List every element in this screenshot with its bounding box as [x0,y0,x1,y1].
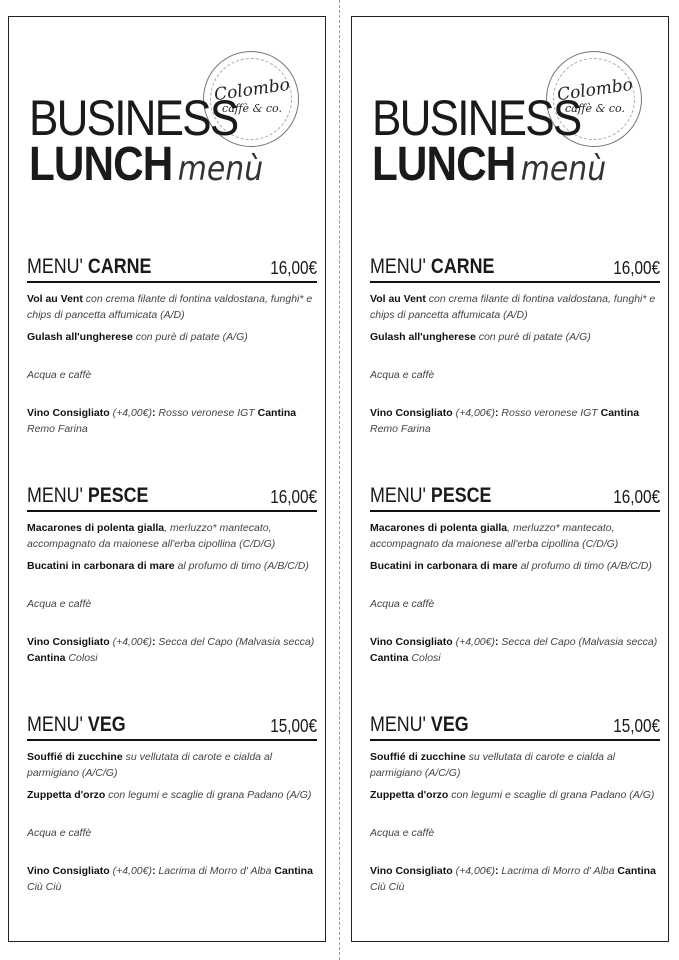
wine-name: Secca del Capo (Malvasia secca) [501,636,658,648]
section-title [370,255,494,279]
section-name: PESCE [87,484,149,507]
cantina-label: Cantina [257,407,297,419]
dish-name: Bucatini in carbonara di mare [370,560,518,572]
wine-colon: : [494,407,499,419]
dish-name: Macarones di polenta gialla [370,522,508,534]
dish-item [27,520,317,552]
section-price: 16,00€ [613,258,660,278]
dish-name: Bucatini in carbonara di mare [27,560,175,572]
section-body [370,749,660,895]
wine-colon: : [151,407,156,419]
dish-name: Souffié di zucchine [370,751,466,763]
section-header [27,484,317,512]
dish-description: con purè di patate (A/G) [478,331,591,343]
cantina-name: Colosi [411,652,441,664]
cantina-label: Cantina [617,865,656,877]
wine-name: Rosso veronese IGT [501,407,598,419]
wine-suggestion [370,634,660,666]
section-price: 15,00€ [270,716,317,736]
dish-name: Macarones di polenta gialla [27,522,165,534]
section-name: CARNE [87,255,152,278]
dish-item [370,329,660,345]
title-lunch-menu [29,138,264,191]
menu-card-right [351,16,669,942]
title-lunch-menu [372,138,607,191]
section-prefix: MENU' [370,713,426,736]
cantina-name: Remo Farina [370,423,431,435]
cantina-name: Colosi [68,652,98,664]
dish-item [370,787,660,803]
wine-label: Vino Consigliato [370,407,453,419]
dish-item [370,520,660,552]
dish-name: Zuppetta d'orzo [27,789,106,801]
cantina-name: Ciù Ciù [27,881,62,893]
wine-label: Vino Consigliato [27,865,110,877]
section-prefix: MENU' [27,255,83,278]
section-name: PESCE [430,484,492,507]
wine-colon: : [494,865,499,877]
water-coffee: Acqua e caffè [370,827,435,839]
section-header [27,713,317,741]
dish-name: Vol au Vent [370,293,426,305]
dish-name: Gulash all'ungherese [370,331,476,343]
cantina-name: Ciù Ciù [370,881,405,893]
cantina-name: Remo Farina [27,423,88,435]
section-body [27,749,317,895]
section-carne [370,255,660,437]
title-business: BUSINESS [372,90,581,146]
title-lunch: LUNCH [29,138,173,191]
section-pesce [27,484,317,666]
wine-extra-price: (+4,00€) [455,636,495,648]
title-menu: menù [520,149,607,189]
title-lunch: LUNCH [372,138,516,191]
section-title [27,713,126,737]
wine-suggestion [27,634,317,666]
wine-extra-price: (+4,00€) [112,407,152,419]
wine-name: Rosso veronese IGT [158,407,255,419]
section-prefix: MENU' [27,713,83,736]
water-coffee: Acqua e caffè [27,369,92,381]
logo-subname: caffè & co. [222,102,282,115]
water-coffee: Acqua e caffè [370,369,435,381]
section-title [370,484,491,508]
section-carne [27,255,317,437]
wine-name: Secca del Capo (Malvasia secca) [158,636,315,648]
cantina-label: Cantina [600,407,640,419]
dish-item [27,329,317,345]
dish-description: su vellutata di carote e cialda al parmigiano (A/C/G) [370,751,616,779]
wine-label: Vino Consigliato [370,636,453,648]
water-coffee: Acqua e caffè [27,598,92,610]
cantina-label: Cantina [370,652,409,664]
section-name: VEG [430,713,469,736]
section-name: CARNE [430,255,495,278]
cantina-label: Cantina [27,652,66,664]
wine-extra-price: (+4,00€) [112,865,152,877]
dish-description: con legumi e scaglie di grana Padano (A/G) [451,789,655,801]
dish-item [370,291,660,323]
section-name: VEG [87,713,126,736]
dish-description: con purè di patate (A/G) [135,331,248,343]
section-price: 16,00€ [270,258,317,278]
dish-name: Zuppetta d'orzo [370,789,449,801]
section-prefix: MENU' [370,255,426,278]
dish-description: , merluzzo* mantecato, accompagnato da maionese all'erba cipollina (C/D/G) [27,522,276,550]
section-title [27,484,148,508]
dish-description: , merluzzo* mantecato, accompagnato da maionese all'erba cipollina (C/D/G) [370,522,619,550]
section-veg [370,713,660,895]
cut-line [339,0,340,960]
wine-suggestion [370,405,660,437]
wine-suggestion [370,863,660,895]
title-menu: menù [177,149,264,189]
wine-extra-price: (+4,00€) [455,865,495,877]
wine-colon: : [494,636,499,648]
wine-name: Lacrima di Morro d' Alba [158,865,272,877]
section-body [370,291,660,437]
wine-suggestion [27,863,317,895]
section-prefix: MENU' [370,484,426,507]
cantina-label: Cantina [274,865,313,877]
water-coffee: Acqua e caffè [370,598,435,610]
section-body [27,520,317,666]
section-price: 16,00€ [270,487,317,507]
menu-card-left [8,16,326,942]
dish-description: con crema filante di fontina valdostana, funghi* e chips di pancetta affumicata (A/D) [370,293,656,321]
wine-colon: : [151,636,156,648]
section-header [370,255,660,283]
wine-name: Lacrima di Morro d' Alba [501,865,615,877]
logo-name: Colombo [212,74,292,106]
section-header [370,484,660,512]
dish-item [27,291,317,323]
wine-label: Vino Consigliato [370,865,453,877]
section-body [370,520,660,666]
dish-description: con crema filante di fontina valdostana, funghi* e chips di pancetta affumicata (A/D) [27,293,313,321]
dish-item [27,749,317,781]
logo-subname: caffè & co. [565,102,625,115]
wine-label: Vino Consigliato [27,636,110,648]
section-pesce [370,484,660,666]
section-body [27,291,317,437]
wine-suggestion [27,405,317,437]
wine-extra-price: (+4,00€) [112,636,152,648]
section-price: 16,00€ [613,487,660,507]
water-coffee: Acqua e caffè [27,827,92,839]
section-title [27,255,151,279]
wine-label: Vino Consigliato [27,407,110,419]
dish-item [27,787,317,803]
dish-item [370,749,660,781]
dish-name: Gulash all'ungherese [27,331,133,343]
title-business: BUSINESS [29,90,238,146]
dish-item [27,558,317,574]
section-title [370,713,469,737]
logo-name: Colombo [555,74,635,106]
dish-name: Vol au Vent [27,293,83,305]
wine-extra-price: (+4,00€) [455,407,495,419]
dish-item [370,558,660,574]
dish-description: al profumo di timo (A/B/C/D) [520,560,652,572]
section-prefix: MENU' [27,484,83,507]
section-veg [27,713,317,895]
dish-description: al profumo di timo (A/B/C/D) [177,560,309,572]
dish-name: Souffié di zucchine [27,751,123,763]
wine-colon: : [151,865,156,877]
dish-description: su vellutata di carote e cialda al parmigiano (A/C/G) [27,751,273,779]
section-header [370,713,660,741]
section-price: 15,00€ [613,716,660,736]
dish-description: con legumi e scaglie di grana Padano (A/G) [108,789,312,801]
section-header [27,255,317,283]
